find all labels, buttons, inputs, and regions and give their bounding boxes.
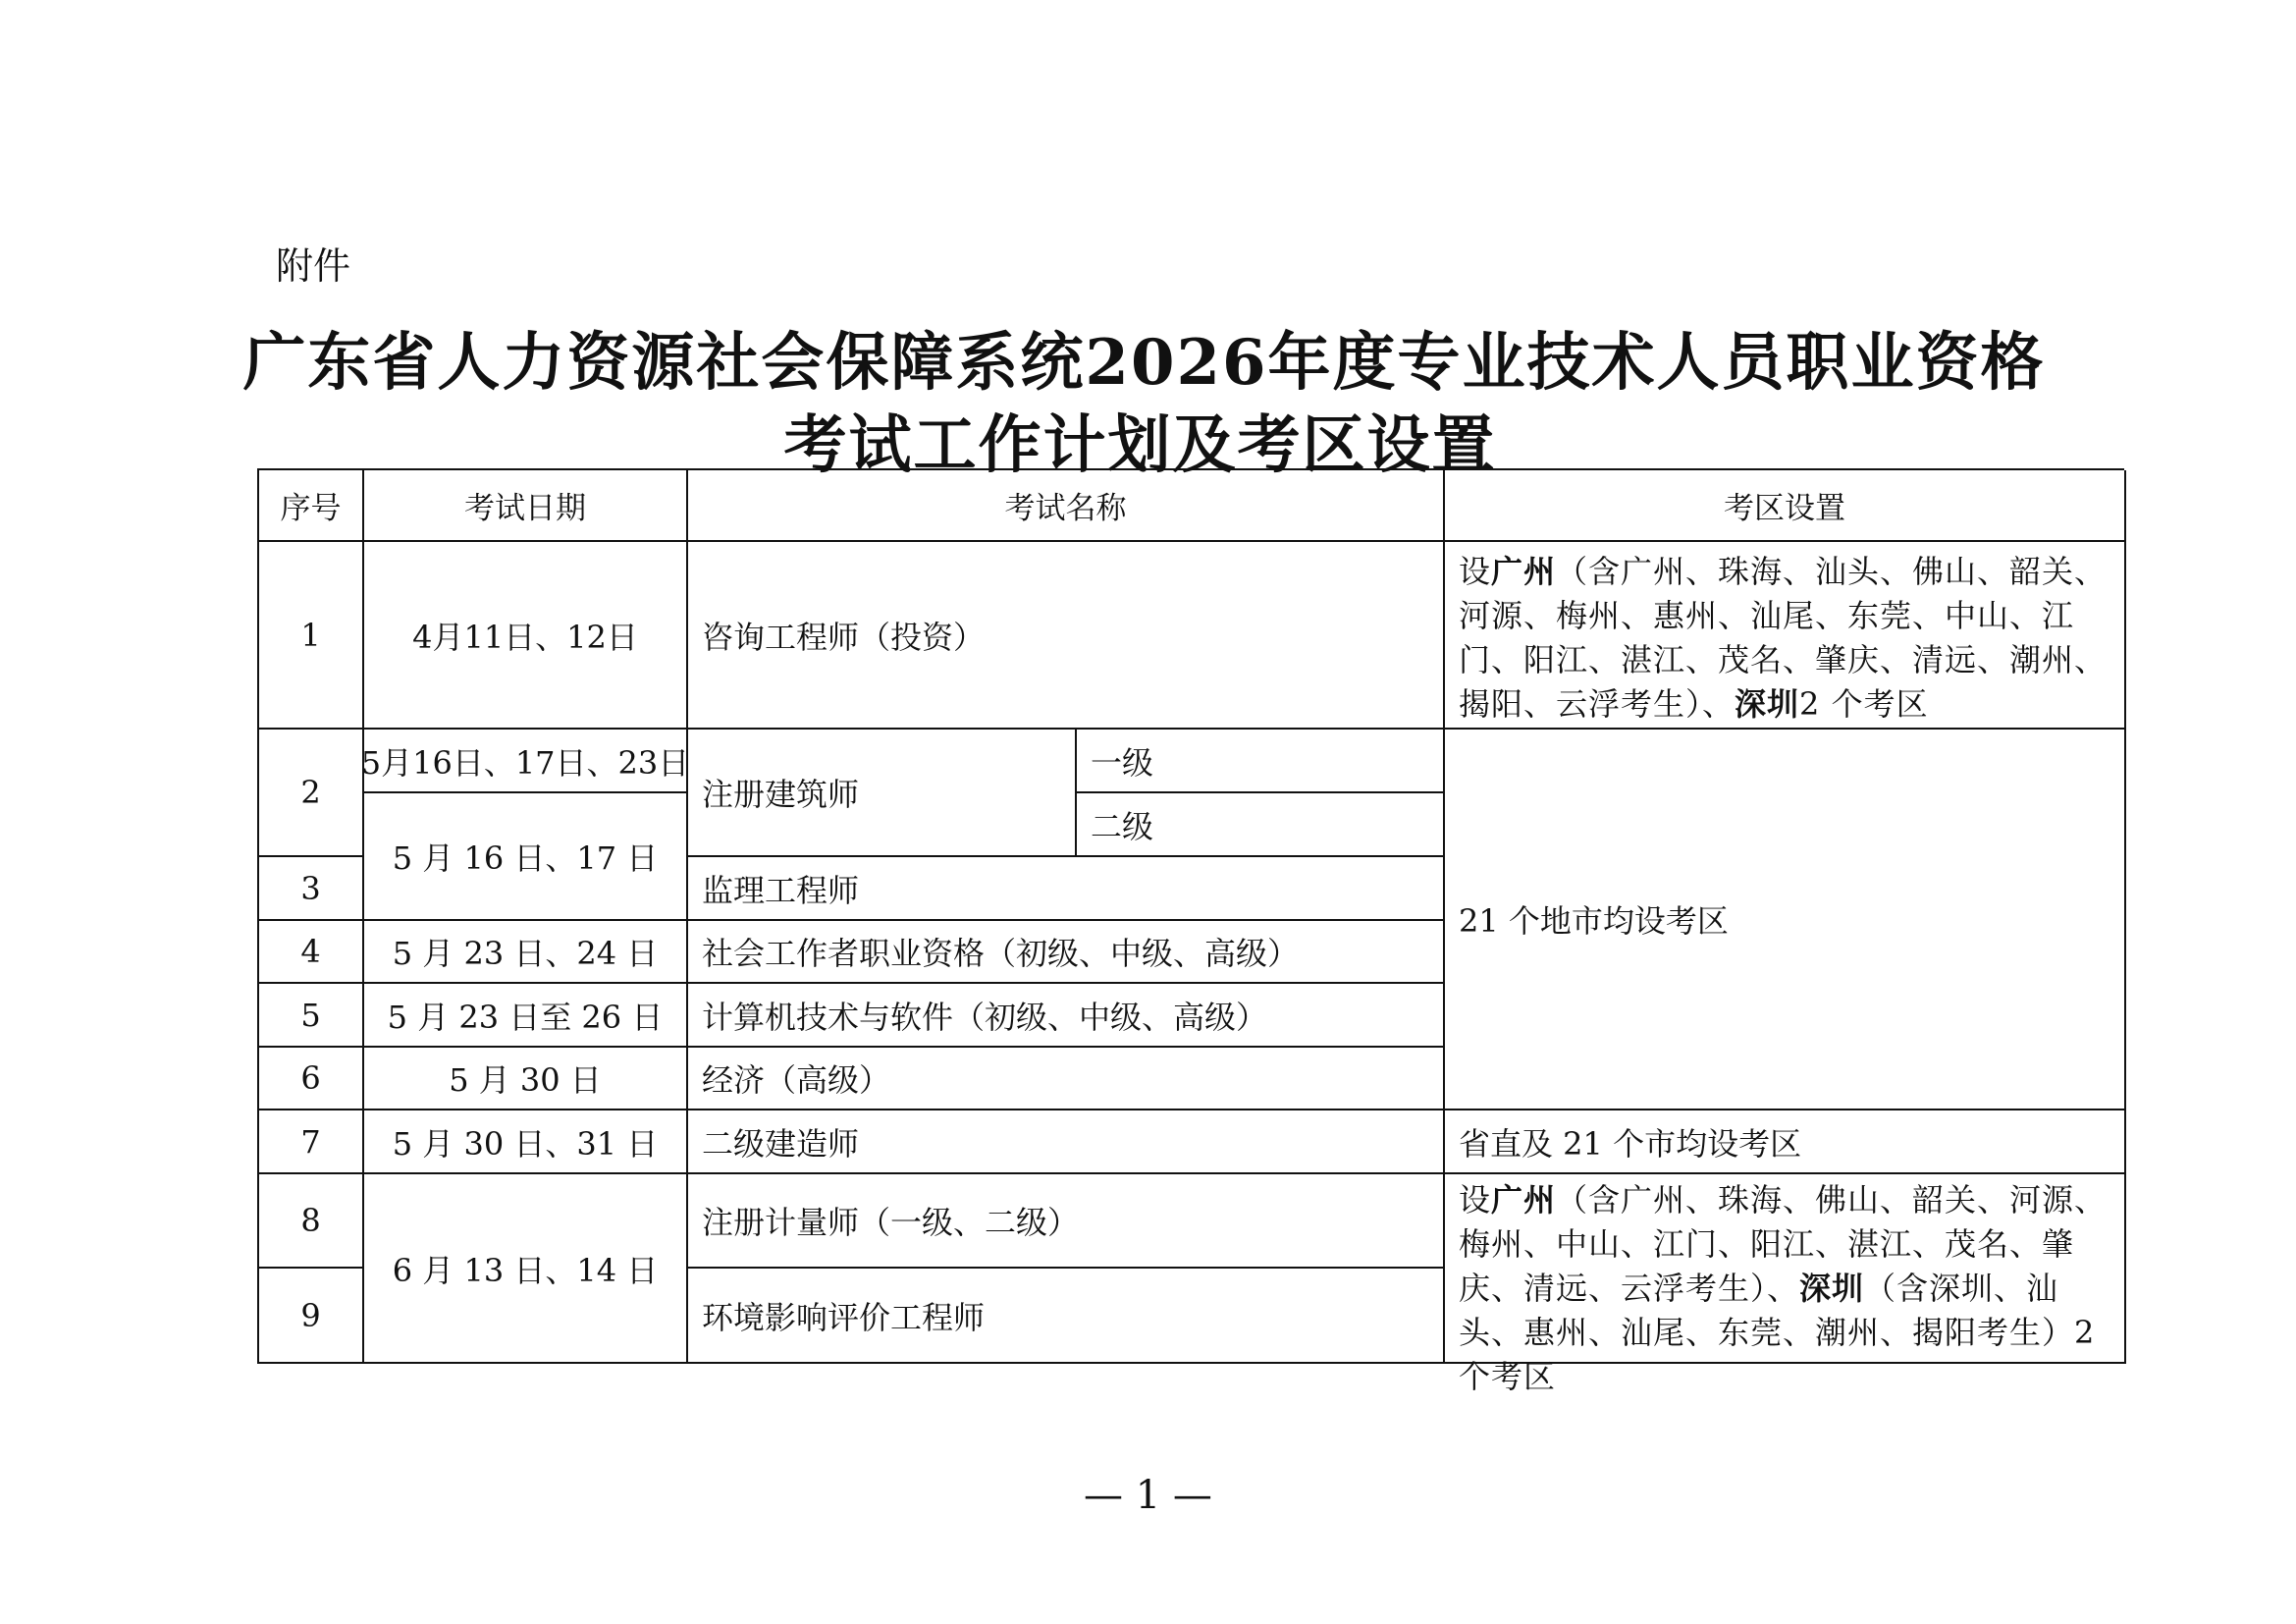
header-location: 考区设置 (1445, 470, 2126, 542)
row-no: 4 (259, 921, 364, 984)
row-no: 1 (259, 542, 364, 730)
header-no: 序号 (259, 470, 364, 542)
loc-text: 设 (1459, 1181, 1492, 1218)
row-date: 5 月 23 日至 26 日 (364, 984, 688, 1048)
row-no: 8 (259, 1174, 364, 1269)
row-name: 经济（高级） (688, 1048, 1445, 1110)
row-sublevel: 二级 (1077, 793, 1445, 857)
location-cell-8-9 (1445, 1174, 2126, 1395)
row-date: 5 月 16 日、17 日 (364, 793, 688, 921)
header-date: 考试日期 (364, 470, 688, 542)
row-no: 5 (259, 984, 364, 1048)
loc-text: 设 (1459, 553, 1492, 590)
loc-text: （含深圳、汕头、惠州、汕尾、东莞、潮州、揭阳考生）2 个考区 (1459, 1270, 2096, 1395)
loc-text: 2 个考区 (1799, 685, 1929, 723)
row-name: 注册建筑师 (688, 730, 1077, 857)
location-cell-1 (1445, 542, 2126, 730)
row-date: 5月16日、17日、23日 (364, 730, 688, 793)
row-name: 计算机技术与软件（初级、中级、高级） (688, 984, 1445, 1048)
attachment-label: 附件 (276, 244, 351, 288)
exam-schedule-table (257, 468, 2124, 1395)
document-title-line2: 考试工作计划及考区设置 (783, 408, 1497, 482)
row-no: 7 (259, 1110, 364, 1174)
document-title-line1: 广东省人力资源社会保障系统2026年度专业技术人员职业资格 (242, 326, 2046, 400)
location-cell-7: 省直及 21 个市均设考区 (1445, 1110, 2126, 1174)
loc-text: （含广州、珠海、佛山、韶关、河源、梅州、中山、江门、阳江、湛江、茂名、肇庆、清远、云浮考生）、 (1459, 1181, 2108, 1307)
header-name: 考试名称 (688, 470, 1445, 542)
loc-city-bold: 广州 (1491, 553, 1557, 590)
row-date: 5 月 30 日、31 日 (364, 1110, 688, 1174)
row-name: 监理工程师 (688, 857, 1445, 921)
row-date: 5 月 30 日 (364, 1048, 688, 1110)
row-name: 环境影响评价工程师 (688, 1269, 1445, 1364)
row-no: 3 (259, 857, 364, 921)
loc-city-bold: 广州 (1491, 1181, 1557, 1218)
location-cell-2-6: 21 个地市均设考区 (1445, 730, 2126, 1110)
row-sublevel: 一级 (1077, 730, 1445, 793)
row-name: 注册计量师（一级、二级） (688, 1174, 1445, 1269)
row-date: 6 月 13 日、14 日 (364, 1174, 688, 1364)
loc-city-bold: 深圳 (1735, 685, 1800, 723)
loc-city-bold: 深圳 (1799, 1270, 1865, 1307)
row-name: 二级建造师 (688, 1110, 1445, 1174)
page-number: — 1 — (1084, 1473, 1212, 1518)
row-date: 4月11日、12日 (364, 542, 688, 730)
row-date: 5 月 23 日、24 日 (364, 921, 688, 984)
row-no: 9 (259, 1269, 364, 1364)
row-name: 咨询工程师（投资） (688, 542, 1445, 730)
row-no: 6 (259, 1048, 364, 1110)
row-no: 2 (259, 730, 364, 857)
loc-text: （含广州、珠海、汕头、佛山、韶关、河源、梅州、惠州、汕尾、东莞、中山、江门、阳江、湛江、茂名、肇庆、清远、潮州、揭阳、云浮考生）、 (1459, 553, 2108, 723)
row-name: 社会工作者职业资格（初级、中级、高级） (688, 921, 1445, 984)
